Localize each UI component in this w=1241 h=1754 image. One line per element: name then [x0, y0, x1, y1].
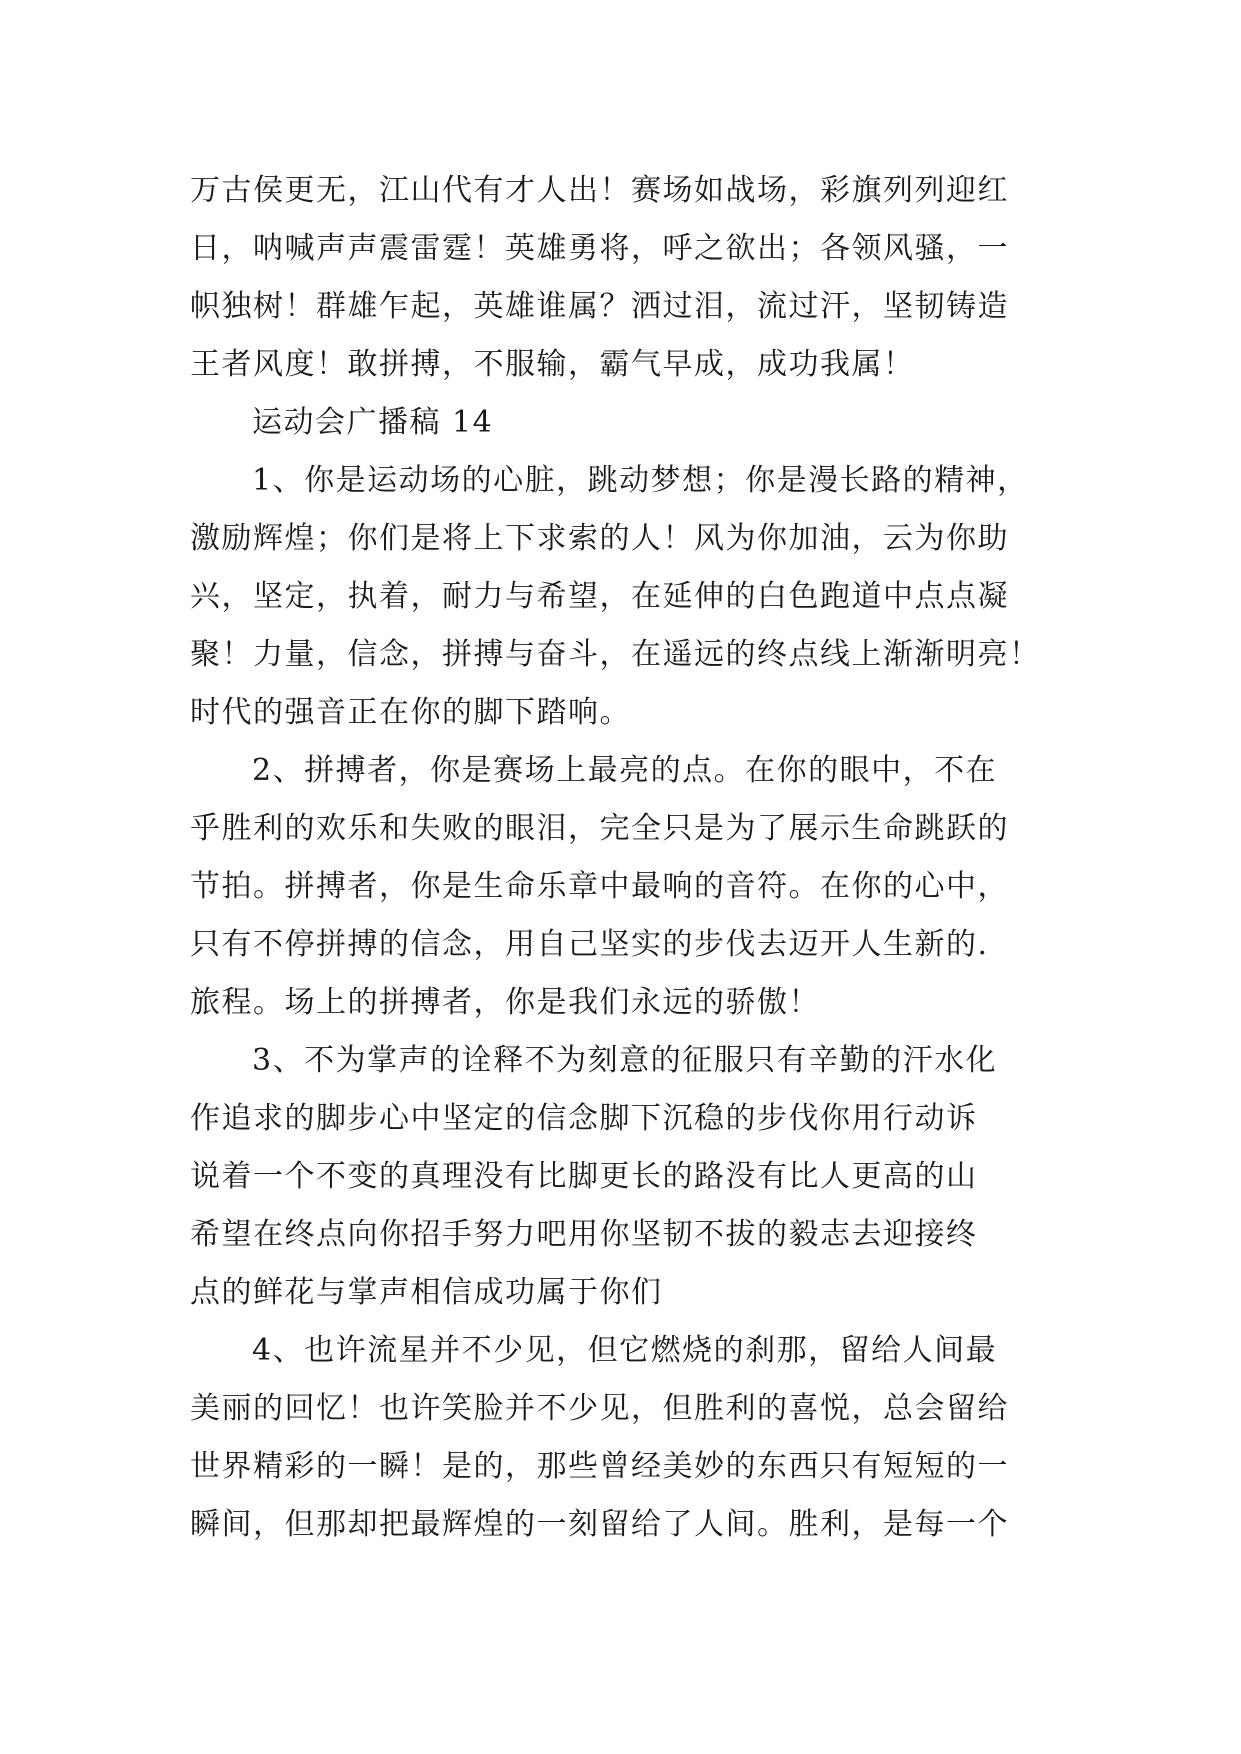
text-line: 作追求的脚步心中坚定的信念脚下沉稳的步伐你用行动诉 — [190, 1101, 978, 1136]
text-line: 聚！力量，信念，拼搏与奋斗，在遥远的终点线上渐渐明亮！ — [190, 637, 1041, 672]
text-line: 旅程。场上的拼搏者，你是我们永远的骄傲！ — [190, 985, 820, 1020]
text-line: 万古侯更无，江山代有才人出！赛场如战场，彩旗列列迎红 — [190, 173, 1009, 208]
text-line: 点的鲜花与掌声相信成功属于你们 — [190, 1275, 663, 1310]
paragraph-start: 3、不为掌声的诠释不为刻意的征服只有辛勤的汗水化 — [252, 1043, 998, 1078]
section-heading: 运动会广播稿 14 — [252, 405, 494, 440]
text-line: 时代的强音正在你的脚下踏响。 — [190, 695, 631, 730]
document-body — [190, 162, 1062, 1554]
text-line: 只有不停拼搏的信念，用自己坚实的步伐去迈开人生新的. — [190, 927, 989, 962]
text-line: 激励辉煌；你们是将上下求索的人！风为你加油，云为你助 — [190, 521, 1009, 556]
paragraph-start: 2、拼搏者，你是赛场上最亮的点。在你的眼中，不在 — [252, 753, 998, 788]
text-line: 帜独树！群雄乍起，英雄谁属？洒过泪，流过汗，坚韧铸造 — [190, 289, 1009, 324]
text-line: 兴，坚定，执着，耐力与希望，在延伸的白色跑道中点点凝 — [190, 579, 1009, 614]
text-line: 希望在终点向你招手努力吧用你坚韧不拔的毅志去迎接终 — [190, 1217, 978, 1252]
paragraph-start: 1、你是运动场的心脏，跳动梦想；你是漫长路的精神， — [252, 463, 1029, 498]
text-line: 节拍。拼搏者，你是生命乐章中最响的音符。在你的心中， — [190, 869, 1009, 904]
text-line: 世界精彩的一瞬！是的，那些曾经美妙的东西只有短短的一 — [190, 1449, 1009, 1484]
text-line: 王者风度！敢拼搏，不服输，霸气早成，成功我属！ — [190, 347, 915, 382]
text-line: 说着一个不变的真理没有比脚更长的路没有比人更高的山 — [190, 1159, 978, 1194]
text-line: 瞬间，但那却把最辉煌的一刻留给了人间。胜利，是每一个 — [190, 1507, 1009, 1542]
paragraph-start: 4、也许流星并不少见，但它燃烧的刹那，留给人间最 — [252, 1333, 998, 1368]
text-line: 乎胜利的欢乐和失败的眼泪，完全只是为了展示生命跳跃的 — [190, 811, 1009, 846]
text-line: 日，呐喊声声震雷霆！英雄勇将，呼之欲出；各领风骚，一 — [190, 231, 1009, 266]
text-line: 美丽的回忆！也许笑脸并不少见，但胜利的喜悦，总会留给 — [190, 1391, 1009, 1426]
